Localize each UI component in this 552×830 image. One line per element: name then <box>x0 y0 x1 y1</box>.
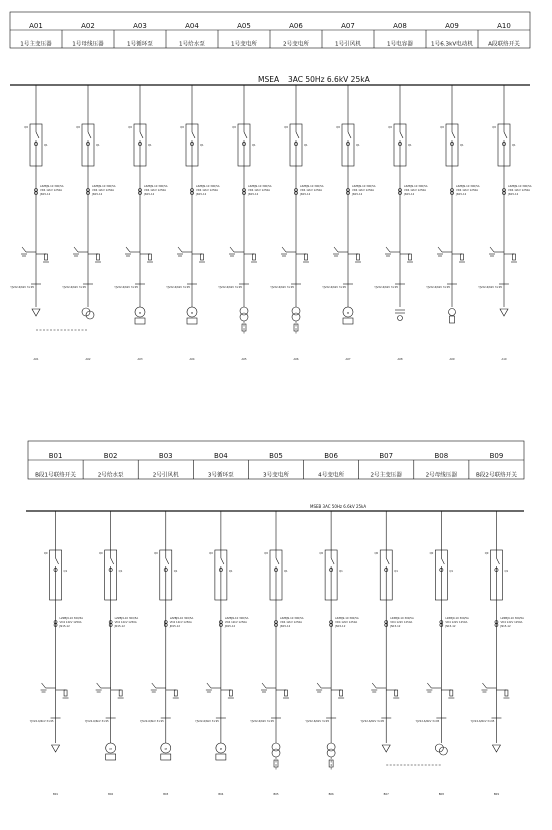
breaker-contact <box>36 132 39 138</box>
cable-label: YJV22-6/6kV 3×95 <box>305 720 330 723</box>
transformer-winding <box>327 749 335 757</box>
breaker-tag: Q0 <box>429 552 434 555</box>
motor-letter: M <box>164 748 167 751</box>
isolator-tag: Q1 <box>460 144 464 147</box>
cable-label: YJV22-6/6kV 3×95 <box>415 720 440 723</box>
cable-label: YJV22-6/6kV 3×95 <box>322 286 346 289</box>
feeder-a09 <box>426 22 479 361</box>
earth-switch <box>74 247 78 252</box>
feeder-footer-code: B01 <box>53 793 59 796</box>
isolator-tag: Q1 <box>512 144 516 147</box>
surge-arrester <box>149 254 152 260</box>
breaker-tag: Q0 <box>264 552 268 555</box>
surge-arrester <box>45 254 48 260</box>
earth-switch <box>317 683 321 688</box>
breaker-label: VD4 12kV 1250A <box>169 621 192 624</box>
breaker-label: VD4 12kV 1250A <box>196 189 219 192</box>
breaker-label: VD4 12kV 1250A <box>59 621 82 624</box>
load-fuse <box>450 316 455 323</box>
feeder-a06 <box>270 22 323 361</box>
breaker-tag: Q0 <box>319 552 324 555</box>
breaker-contact <box>111 558 114 564</box>
feeder-a03 <box>114 22 167 361</box>
feeder-arrow <box>492 745 500 752</box>
breaker-contact <box>166 558 169 564</box>
ct-label: LZZBJ9-10 300/5A <box>352 185 376 188</box>
feeder-footer-code: A08 <box>397 358 403 361</box>
breaker-label: VD4 12kV 1250A <box>92 189 115 192</box>
feeder-a10 <box>478 22 531 361</box>
ct-label: LZZBJ9-10 300/5A <box>404 185 428 188</box>
breaker-tag: Q0 <box>76 126 80 129</box>
earth-switch <box>22 247 26 252</box>
isolator-tag: Q1 <box>252 144 256 147</box>
earth-switch <box>282 247 286 252</box>
panel-name: A段联络开关 <box>488 41 520 48</box>
breaker-tag: Q0 <box>232 126 236 129</box>
earth-switch-label: JN15-12 <box>352 193 363 196</box>
surge-arrester <box>450 690 453 696</box>
panel-name: 2号母线压器 <box>425 472 458 479</box>
feeder-b03 <box>140 452 193 796</box>
feeder-footer-code: A01 <box>33 358 39 361</box>
ct-label: LZZBJ9-10 300/5A <box>59 617 84 620</box>
earth-switch-label: JN15-12 <box>144 193 155 196</box>
breaker-label: VD4 12kV 1250A <box>456 189 479 192</box>
cable-label: YJV22-6/6kV 3×95 <box>195 720 219 723</box>
feeder-b04 <box>195 452 248 796</box>
surge-arrester <box>174 690 177 696</box>
surge-arrester <box>64 690 67 696</box>
earth-switch <box>427 683 431 688</box>
surge-arrester <box>505 690 508 696</box>
panel-code: A05 <box>237 22 251 30</box>
earth-switch-label: JN15-12 <box>508 193 519 196</box>
motor-base <box>187 318 197 324</box>
ct-label: LZZBJ9-10 300/5A <box>280 617 304 620</box>
breaker-label: VD4 12kV 1250A <box>404 189 427 192</box>
ct-label: LZZBJ9-10 300/5A <box>508 185 532 188</box>
panel-code: B02 <box>103 452 118 460</box>
panel-name: 4号变电所 <box>318 472 345 479</box>
earth-switch-label: JN15-12 <box>169 625 181 628</box>
isolator-tag: Q1 <box>200 144 204 147</box>
feeder-arrow <box>52 745 60 752</box>
panel-name: B段2号联络开关 <box>475 472 517 479</box>
breaker-tag: Q0 <box>388 126 392 129</box>
feeder-footer-code: B03 <box>163 793 169 796</box>
earth-switch-label: JN15-12 <box>300 193 311 196</box>
breaker-tag: Q0 <box>209 552 213 555</box>
panel-code: A03 <box>133 22 147 30</box>
feeder-a02 <box>62 22 115 361</box>
breaker-label: VD4 12kV 1250A <box>224 621 247 624</box>
surge-arrester <box>409 254 412 260</box>
cable-label: YJV22-6/6kV 3×95 <box>114 286 138 289</box>
feeder-a04 <box>166 22 219 361</box>
panel-code: B06 <box>324 452 338 460</box>
cable-label: YJV22-6/6kV 3×95 <box>62 286 86 289</box>
busbar-rating: 3AC 50Hz 6.6kV 25kA <box>288 75 370 84</box>
panel-name: 1号电容器 <box>387 41 413 48</box>
panel-code: A02 <box>81 22 95 30</box>
earth-switch-label: JN15-12 <box>59 625 70 628</box>
panel-name: 3号变电所 <box>263 472 289 479</box>
surge-arrester <box>201 254 204 260</box>
panel-code: A01 <box>29 22 43 30</box>
breaker-contact <box>348 132 351 138</box>
transformer-winding <box>240 313 248 321</box>
busbar-label: MSEA <box>258 75 280 84</box>
feeder-footer-code: B04 <box>218 793 224 796</box>
feeder-a05 <box>218 22 271 361</box>
cable-label: YJV22-6/6kV 3×95 <box>374 286 398 289</box>
breaker-label: VD4 12kV 1250A <box>352 189 375 192</box>
earth-switch <box>438 247 442 252</box>
panel-name: 1号变电所 <box>231 41 257 48</box>
panel-code: B01 <box>48 452 63 460</box>
cable-label: YJV22-6/6kV 3×95 <box>218 286 242 289</box>
panel-code: B09 <box>489 452 504 460</box>
breaker-tag: Q0 <box>180 126 184 129</box>
feeder-footer-code: A10 <box>501 358 507 361</box>
panel-name: 1号6.3kV电动机 <box>431 41 473 48</box>
isolator-tag: Q1 <box>408 144 412 147</box>
panel-code: B08 <box>434 452 449 460</box>
surge-arrester <box>253 254 256 260</box>
breaker-contact <box>296 132 299 138</box>
cable-label: YJV22-6/6kV 3×95 <box>478 286 502 289</box>
breaker-tag: Q0 <box>374 552 379 555</box>
ct-label: LZZBJ9-10 300/5A <box>169 617 194 620</box>
feeder-footer-code: B09 <box>493 793 499 796</box>
breaker-tag: Q0 <box>484 552 489 555</box>
isolator-tag: Q1 <box>228 570 233 573</box>
breaker-label: VD4 12kV 1250A <box>248 189 271 192</box>
breaker-label: VD4 12kV 1250A <box>445 621 468 624</box>
breaker-contact <box>400 132 403 138</box>
feeder-a07 <box>322 22 375 361</box>
isolator-tag: Q1 <box>173 570 178 573</box>
busbar-label: MSEB 3AC 50Hz 6.6kV 25kA <box>310 504 367 509</box>
breaker-label: VD4 12kV 1250A <box>390 621 413 624</box>
panel-name: 1号引风机 <box>335 41 361 48</box>
cable-label: YJV22-6/6kV 3×95 <box>360 720 385 723</box>
breaker-label: VD4 12kV 1250A <box>300 189 323 192</box>
cable-label: YJV22-6/6kV 3×95 <box>426 286 450 289</box>
feeder-footer-code: A03 <box>137 358 143 361</box>
breaker-label: VD4 12kV 1250A <box>500 621 523 624</box>
earth-switch <box>207 683 211 688</box>
breaker-tag: Q0 <box>492 126 496 129</box>
ct-label: LZZBJ9-10 300/5A <box>300 185 324 188</box>
isolator-tag: Q1 <box>449 570 454 573</box>
feeder-b07 <box>360 452 413 796</box>
panel-code: A04 <box>185 22 199 30</box>
earth-switch <box>178 247 182 252</box>
surge-arrester <box>395 690 398 696</box>
panel-code: A09 <box>445 22 459 30</box>
surge-arrester <box>229 690 232 696</box>
cable-label: YJV22-6/6kV 3×95 <box>166 286 190 289</box>
motor-letter: M <box>109 748 112 751</box>
surge-arrester <box>461 254 464 260</box>
motor-letter: M <box>138 312 142 315</box>
feeder-a08 <box>374 22 427 361</box>
panel-name: 1号主变压器 <box>20 41 52 48</box>
cable-label: YJV22-6/6kV 3×95 <box>470 720 495 723</box>
earth-switch-label: JN15-12 <box>335 625 346 628</box>
panel-name: B段1号联络开关 <box>35 472 77 479</box>
cable-label: YJV22-6/6kV 3×95 <box>29 720 54 723</box>
breaker-contact <box>441 558 444 564</box>
panel-code: A06 <box>289 22 303 30</box>
earth-switch <box>42 683 46 688</box>
breaker-tag: Q0 <box>440 126 444 129</box>
motor-letter: M <box>346 312 350 315</box>
feeder-b01 <box>30 452 83 796</box>
breaker-label: VD4 12kV 1250A <box>114 621 137 624</box>
earth-switch <box>152 683 156 688</box>
breaker-tag: Q0 <box>128 126 132 129</box>
earth-switch <box>262 683 266 688</box>
feeder-footer-code: A07 <box>345 358 351 361</box>
earth-switch <box>97 683 101 688</box>
panel-name: 2号主变压器 <box>370 472 402 479</box>
feeder-footer-code: A06 <box>293 358 299 361</box>
breaker-tag: Q0 <box>24 126 28 129</box>
earth-switch <box>482 683 486 688</box>
breaker-tag: Q0 <box>98 552 103 555</box>
breaker-label: VD4 12kV 1250A <box>335 621 358 624</box>
motor-letter: M <box>219 748 223 751</box>
earth-switch-label: JN15-12 <box>280 625 291 628</box>
breaker-contact <box>221 558 224 564</box>
feeder-arrow <box>382 745 390 752</box>
ct-label: LZZBJ9-10 300/5A <box>40 185 64 188</box>
isolator-tag: Q1 <box>504 570 509 573</box>
earth-switch <box>386 247 390 252</box>
feeder-b05 <box>250 452 303 796</box>
surge-arrester <box>119 690 122 696</box>
ct-label: LZZBJ9-10 300/5A <box>390 617 414 620</box>
breaker-tag: Q0 <box>154 552 158 555</box>
earth-switch <box>372 683 376 688</box>
feeder-b02 <box>85 452 138 796</box>
earth-switch-label: JN15-12 <box>390 625 401 628</box>
panel-name: 2号变电所 <box>283 41 309 48</box>
isolator-tag: Q1 <box>118 570 123 573</box>
breaker-contact <box>496 558 499 564</box>
panel-code: B03 <box>158 452 173 460</box>
breaker-contact <box>504 132 507 138</box>
motor-base <box>216 754 226 760</box>
cable-label: YJV22-6/6kV 3×95 <box>250 720 274 723</box>
breaker-contact <box>192 132 195 138</box>
feeder-footer-code: A05 <box>241 358 247 361</box>
breaker-label: VD4 12kV 1250A <box>144 189 167 192</box>
earth-switch-label: JN15-12 <box>196 193 207 196</box>
panel-code: A10 <box>497 22 511 30</box>
breaker-contact <box>244 132 247 138</box>
earth-switch-label: JN15-12 <box>248 193 259 196</box>
breaker-contact <box>452 132 455 138</box>
capacitor-symbol <box>398 316 403 321</box>
earth-switch-label: JN15-12 <box>114 625 125 628</box>
section-a <box>10 12 532 361</box>
motor-letter: M <box>190 312 194 315</box>
surge-arrester <box>357 254 360 260</box>
panel-code: B05 <box>269 452 283 460</box>
load-symbol <box>449 309 456 316</box>
isolator-tag: Q1 <box>96 144 100 147</box>
cable-label: YJV22-6/6kV 3×95 <box>84 720 109 723</box>
cable-label: YJV22-6/6kV 3×95 <box>10 286 34 289</box>
panel-code: A07 <box>341 22 355 30</box>
ct-label: LZZBJ9-10 300/5A <box>224 617 249 620</box>
feeder-footer-code: A02 <box>85 358 91 361</box>
feeder-arrow <box>500 309 508 316</box>
breaker-contact <box>88 132 91 138</box>
motor-base <box>106 754 116 760</box>
cable-label: YJV22-6/6kV 3×95 <box>140 720 164 723</box>
isolator-tag: Q1 <box>394 570 398 573</box>
isolator-tag: Q1 <box>284 570 288 573</box>
isolator-tag: Q1 <box>304 144 308 147</box>
earth-switch <box>334 247 338 252</box>
ct-label: LZZBJ9-10 300/5A <box>248 185 272 188</box>
panel-name: 1号给水泵 <box>179 41 205 48</box>
surge-arrester <box>305 254 308 260</box>
panel-code: B04 <box>214 452 228 460</box>
breaker-label: VD4 12kV 1250A <box>280 621 303 624</box>
breaker-contact <box>386 558 389 564</box>
section-b <box>26 441 524 796</box>
feeder-arrow <box>32 309 40 316</box>
panel-name: 2号给水泵 <box>97 472 124 479</box>
isolator-tag: Q1 <box>63 570 68 573</box>
motor-base <box>161 754 171 760</box>
panel-name: 1号母线压器 <box>72 41 104 48</box>
earth-switch-label: JN15-12 <box>404 193 415 196</box>
earth-switch-label: JN15-12 <box>40 193 51 196</box>
earth-switch-label: JN15-12 <box>500 625 511 628</box>
surge-arrester <box>97 254 100 260</box>
panel-code: A08 <box>393 22 407 30</box>
earth-switch-label: JN15-12 <box>456 193 467 196</box>
transformer-winding <box>292 313 300 321</box>
feeder-footer-code: B05 <box>273 793 279 796</box>
transformer-winding <box>272 749 280 757</box>
ct-label: LZZBJ9-10 300/5A <box>92 185 116 188</box>
panel-name: 3号循环泵 <box>207 472 234 479</box>
feeder-b09 <box>471 452 524 796</box>
panel-name: 2号引风机 <box>152 472 179 479</box>
breaker-label: VD4 12kV 1250A <box>40 189 63 192</box>
motor-base <box>135 318 145 324</box>
cable-label: YJV22-6/6kV 3×95 <box>270 286 294 289</box>
feeder-a01 <box>10 22 63 361</box>
ct-label: LZZBJ9-10 300/5A <box>114 617 139 620</box>
breaker-contact <box>56 558 59 564</box>
feeder-footer-code: B06 <box>328 793 334 796</box>
breaker-contact <box>276 558 279 564</box>
feeder-footer-code: B08 <box>438 793 444 796</box>
isolator-tag: Q1 <box>339 570 343 573</box>
isolator-tag: Q1 <box>148 144 152 147</box>
motor-base <box>343 318 353 324</box>
isolator-tag: Q1 <box>44 144 48 147</box>
ct-label: LZZBJ9-10 300/5A <box>196 185 220 188</box>
breaker-tag: Q0 <box>43 552 48 555</box>
surge-arrester <box>340 690 343 696</box>
panel-name: 1号循环泵 <box>127 41 153 48</box>
feeder-footer-code: B07 <box>383 793 389 796</box>
breaker-contact <box>331 558 334 564</box>
breaker-contact <box>140 132 143 138</box>
ct-label: LZZBJ9-10 300/5A <box>445 617 469 620</box>
breaker-label: VD4 12kV 1250A <box>508 189 531 192</box>
earth-switch-label: JN15-12 <box>224 625 236 628</box>
ct-label: LZZBJ9-10 300/5A <box>335 617 359 620</box>
earth-switch <box>230 247 234 252</box>
breaker-tag: Q0 <box>284 126 288 129</box>
earth-switch-label: JN15-12 <box>92 193 103 196</box>
breaker-tag: Q0 <box>336 126 340 129</box>
surge-arrester <box>513 254 516 260</box>
isolator-tag: Q1 <box>356 144 360 147</box>
surge-arrester <box>285 690 288 696</box>
ct-label: LZZBJ9-10 300/5A <box>500 617 524 620</box>
feeder-footer-code: B02 <box>108 793 114 796</box>
feeder-footer-code: A04 <box>189 358 195 361</box>
panel-code: B07 <box>379 452 394 460</box>
feeder-footer-code: A09 <box>449 358 455 361</box>
ct-label: LZZBJ9-10 300/5A <box>144 185 168 188</box>
earth-switch-label: JN15-12 <box>445 625 456 628</box>
ct-label: LZZBJ9-10 300/5A <box>456 185 480 188</box>
earth-switch <box>490 247 494 252</box>
earth-switch <box>126 247 130 252</box>
feeder-b08 <box>416 452 469 796</box>
